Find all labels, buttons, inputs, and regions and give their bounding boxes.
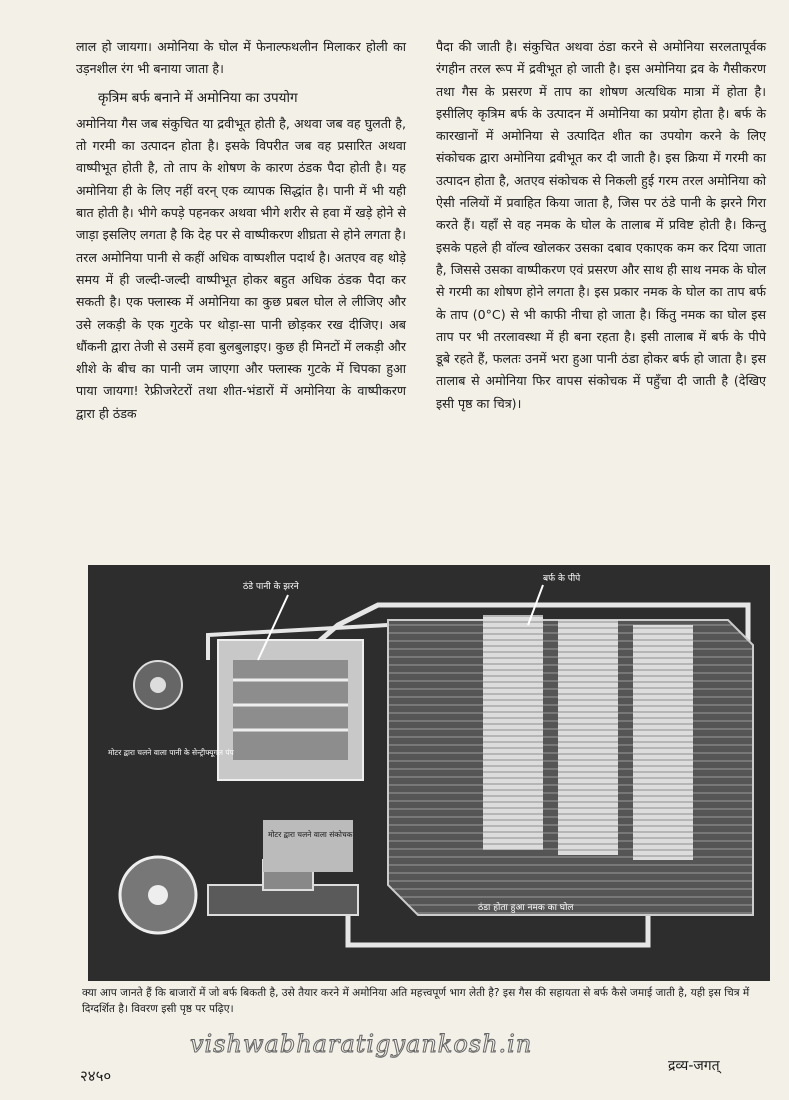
left-paragraph-2: अमोनिया गैस जब संकुचित या द्रवीभूत होती है, अथवा जब वह घुलती है, तो गरमी का उत्पादन होता है। इसके विपरीत जब वह प्रसारित अथवा वाष्पीभूत होती है, तो ताप के शोषण के कारण ठंडक पैदा होती है। यह अमोनिया ही के लिए नहीं वरन् एक व्यापक सिद्धांत है। पानी में भी यही बात होती है। भीगे कपड़े पहनकर अथवा भीगे शरीर से हवा में खड़े होने से जाड़ा इसलिए लगता है कि देह पर से वाष्पीकरण शीघ्रता से होने लगता है। तरल अमोनिया पानी से कहीं अधिक वाष्पशील पदार्थ है। अतएव वह थोड़े समय में ही जल्दी-जल्दी वाष्पीभूत होकर बहुत अधिक ठंडक पैदा कर सकती है। एक फ्लास्क में अमोनिया का कुछ प्रबल घोल ले लीजिए और उसे लकड़ी के एक गुटके पर थोड़ा-सा पानी छोड़कर रख दीजिए। अब धौंकनी द्वारा तेजी से उसमें हवा बुलबुलाइए। कुछ ही मिनटों में लकड़ी और शीशे के बीच का पानी जम जाएगा और फ्लास्क गुटके में चिपका हुआ पाया जायगा! रेफ्रीजरेटरों तथा शीत-भंडारों में अमोनिया के वाष्पीकरण द्वारा ही ठंडक	[76, 115, 406, 421]
label-ice-drums: बर्फ के पीपे	[543, 574, 581, 584]
left-column	[76, 36, 406, 425]
centrifugal-pump	[134, 661, 182, 709]
right-column	[436, 36, 766, 415]
ice-drums	[483, 615, 693, 860]
label-engine: मोटर द्वारा चलने वाला संकोचक	[268, 830, 353, 839]
label-water-falls: ठंडे पानी के झरने	[243, 582, 299, 592]
label-brine: ठंडा होता हुआ नमक का घोल	[478, 903, 574, 913]
left-paragraph-1: लाल हो जायगा। अमोनिया के घोल में फेनाल्फथलीन मिलाकर होली का उड़नशील रंग भी बनाया जाता है।	[76, 39, 406, 77]
label-pump: मोटर द्वारा चलने वाला पानी के सेन्ट्रीफ्यूगल पंप	[108, 748, 234, 757]
watermark: vishwabharatigyankosh.in	[190, 1030, 533, 1058]
ice-factory-illustration	[88, 565, 770, 981]
figure-caption: क्या आप जानते हैं कि बाजारों में जो बर्फ बिकती है, उसे तैयार करने में अमोनिया अति महत्त्वपूर्ण भाग लेती है? इस गैस की सहायता से बर्फ कैसे जमाई जाती है, यही इस चित्र में दिग्दर्शित है। विवरण इसी पृष्ठ पर पढ़िए।	[82, 987, 750, 1015]
condenser-frame	[218, 640, 363, 780]
right-paragraph: पैदा की जाती है। संकुचित अथवा ठंडा करने से अमोनिया सरलतापूर्वक रंगहीन तरल रूप में द्रवीभूत हो जाती है। इस अमोनिया द्रव के गैसीकरण तथा गैस के प्रसरण में ताप का शोषण अत्यधिक मात्रा में होता है। इसीलिए कृत्रिम बर्फ के उत्पादन में अमोनिया का प्रयोग होता है। बर्फ के कारखानों में अमोनिया से उत्पादित शीत का उपयोग करने के लिए संकोचक द्वारा अमोनिया द्रवीभूत कर दी जाती है। इस क्रिया में गरमी का उत्पादन होता है, अतएव संकोचक से निकली हुई गरम तरल अमोनिया को ऐसी नलियों में प्रवाहित किया जाता है, जिस पर ठंडे पानी के झरने गिरा करते हैं। यहाँ से वह नमक के घोल के तालाब में प्रविष्ट होती है। किन्तु इसके पहले ही वॉल्व खोलकर उसका दबाव एकाएक कम कर दिया जाता है, जिससे उसका वाष्पीकरण एवं प्रसरण और साथ ही साथ नमक के घोल से गरमी का शोषण होने लगता है। इस प्रकार नमक के घोल का ताप बर्फ के ताप (0°C) से भी काफी नीचा हो जाता है। किंतु नमक का घोल इस ताप पर भी तरलावस्था में ही बना रहता है। इसी तालाब में बर्फ के पीपे डूबे रहते हैं, फलतः उनमें भरा हुआ पानी ठंडा होकर बर्फ हो जाता है। इस तालाब से अमोनिया फिर वापस संकोचक में पहुँचा दी जाती है (देखिए इसी पृष्ठ का चित्र)।	[436, 39, 767, 411]
footer-title: द्रव्य-जगत्	[668, 1058, 720, 1074]
page-number: २४५०	[80, 1067, 112, 1085]
engine-label-box	[263, 820, 353, 872]
section-heading: कृत्रिम बर्फ बनाने में अमोनिया का उपयोग	[98, 89, 298, 106]
